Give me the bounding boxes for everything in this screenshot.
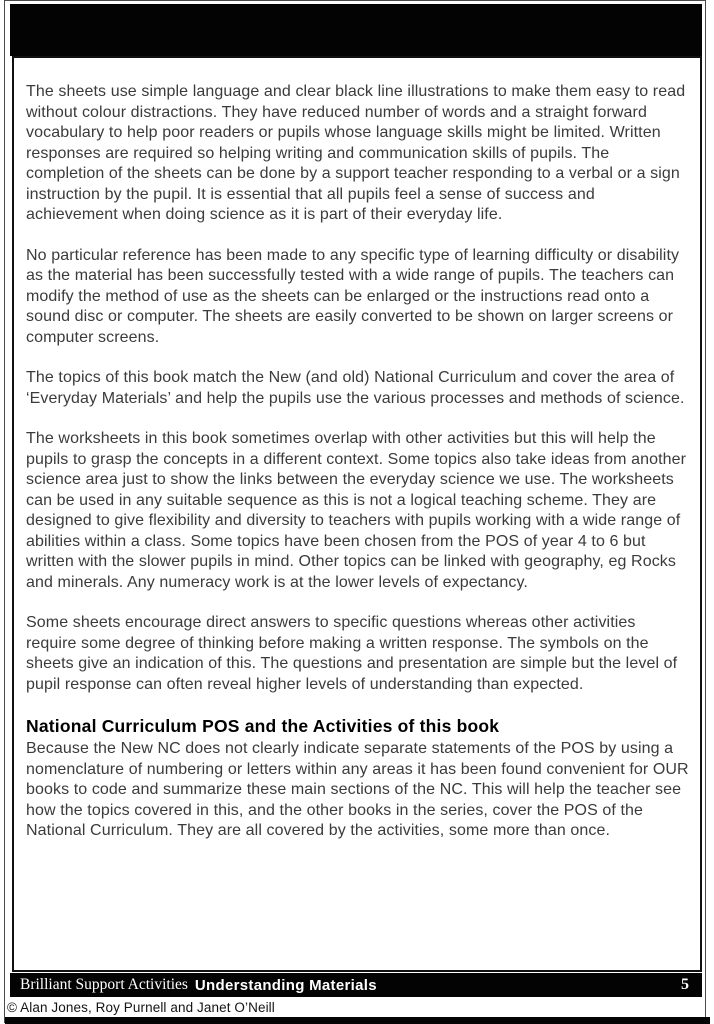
header-band	[10, 4, 702, 56]
bottom-edge-bar	[5, 1017, 710, 1024]
body-paragraph-2: No particular reference has been made to any specific type of learning difficulty or disability as the material has been successfully tested with a wide range of pupils. The teachers can modify the method of use as the sheets can be enlarged or the instructions read onto a sound disc or computer. The sheets are easily converted to be shown on larger screens or computer screens.	[26, 246, 680, 346]
body-paragraph-5: Some sheets encourage direct answers to specific questions whereas other activities require some degree of thinking before making a written response. The symbols on the sheets give an indication of this. The questions and presentation are simple but the level of pupil response can often reveal higher levels of understanding than expected.	[26, 614, 678, 693]
series-title: Brilliant Support Activities	[20, 976, 188, 993]
body-paragraph-1: The sheets use simple language and clear black line illustrations to make them easy to read without colour distractions. They have reduced number of words and a straight forward vocabulary to help poor readers or pupils whose language skills might be limited. Written responses are required so helping writing and communication skills of pupils. The completion of the sheets can be done by a support teacher responding to a verbal or a sign instruction by the pupil. It is essential that all pupils feel a sense of success and achievement when doing science as it is part of their everyday life.	[26, 83, 686, 223]
book-title: Understanding Materials	[194, 976, 377, 994]
section-paragraph: Because the New NC does not clearly indicate separate statements of the POS by using a nomenclature of numbering or letters within any areas it has been found convenient for OUR books to code and summarize these main sections of the NC. This will help the teacher see how the topics covered in this, and the other books in the series, cover the POS of the National Curriculum. They are all covered by the activities, some more than once.	[26, 740, 689, 839]
section-heading: National Curriculum POS and the Activities of this book	[26, 716, 500, 736]
copyright-line: © Alan Jones, Roy Purnell and Janet O’Neill	[7, 1000, 275, 1015]
body-paragraph-4: The worksheets in this book sometimes overlap with other activities but this will help the pupils to grasp the concepts in a different context. Some topics also take ideas from another science area just to show the links between the everyday science we use. The worksheets can be used in any suitable sequence as this is not a logical teaching scheme. They are designed to give flexibility and diversity to teachers with pupils working with a wide range of abilities within a class. Some topics have been chosen from the POS of year 4 to 6 but written with the slower pupils in mind. Other topics can be linked with geography, eg Rocks and minerals. Any numeracy work is at the lower levels of expectancy.	[26, 430, 687, 591]
body-paragraph-3: The topics of this book match the New (and old) National Curriculum and cover the area of ‘Everyday Materials’ and help the pupils use the various processes and methods of science.	[26, 369, 685, 407]
page-number: 5	[681, 976, 689, 993]
footer-band	[10, 973, 702, 997]
content-box	[12, 56, 702, 972]
